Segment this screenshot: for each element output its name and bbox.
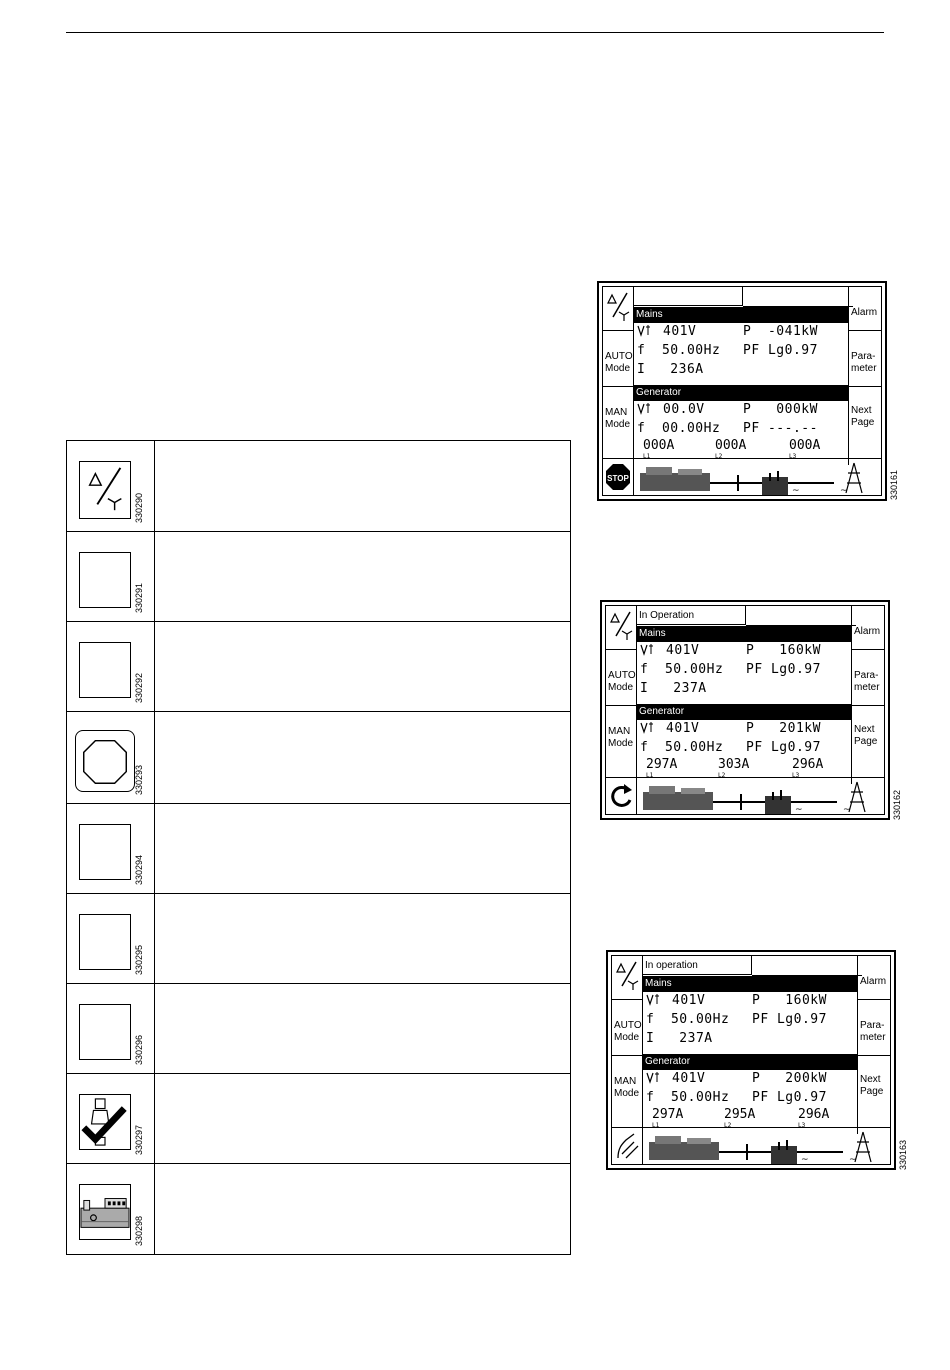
- svg-text:~: ~: [795, 805, 803, 814]
- single-line-diagram: [606, 777, 884, 814]
- mains-power-factor: PF Lg0.97: [743, 343, 818, 358]
- table-row: [67, 712, 570, 804]
- generator-power-factor: PF Lg0.97: [752, 1090, 827, 1105]
- parameter-button[interactable]: [849, 331, 881, 387]
- lcd-screen: [611, 955, 891, 1165]
- generator-frequency: f 00.00Hz: [637, 421, 721, 436]
- right-softkey-column: [857, 956, 890, 1134]
- generator-power-factor: PF Lg0.97: [746, 740, 821, 755]
- auto-mode-button[interactable]: [606, 650, 636, 706]
- symbol-code: 330295: [134, 944, 144, 975]
- operator-checkmark-icon: [79, 1094, 131, 1150]
- voltage-symbol: [640, 643, 654, 663]
- symbol-code: 330298: [134, 1215, 144, 1246]
- symbol-cell: [67, 894, 155, 983]
- phase-current: 295A: [724, 1107, 756, 1122]
- symbol-code: 330294: [134, 854, 144, 885]
- parameter-label: Para- meter: [854, 670, 880, 693]
- header-rule: [66, 32, 884, 33]
- symbol-code: 330291: [134, 582, 144, 613]
- phase-label: L3: [789, 453, 797, 460]
- mains-frequency: f 50.00Hz: [640, 662, 724, 677]
- single-line-diagram: [603, 458, 881, 495]
- lcd-display-panel: [597, 281, 887, 501]
- lcd-display-panel: [600, 600, 890, 820]
- man-mode-label: MAN Mode: [605, 407, 631, 430]
- delta-wye-icon: [603, 287, 633, 331]
- man-mode-button[interactable]: [603, 387, 633, 465]
- single-line-diagram: [612, 1127, 890, 1164]
- phase-label: L1: [646, 772, 654, 779]
- figure-code: 330162: [892, 789, 902, 820]
- figure-code: 330161: [889, 469, 899, 500]
- blank-icon: [79, 824, 131, 880]
- symbol-cell: [67, 622, 155, 711]
- alarm-button[interactable]: [858, 956, 890, 1000]
- mains-frequency: f 50.00Hz: [637, 343, 721, 358]
- symbol-code: 330292: [134, 672, 144, 703]
- parameter-button[interactable]: [852, 650, 884, 706]
- symbol-code: 330293: [134, 764, 144, 795]
- table-row: [67, 441, 570, 532]
- table-row: [67, 894, 570, 984]
- svg-text:~: ~: [840, 486, 848, 495]
- auto-mode-label: AUTO Mode: [614, 1020, 642, 1043]
- man-mode-label: MAN Mode: [614, 1076, 640, 1099]
- status-title: [633, 287, 743, 306]
- alarm-button[interactable]: [849, 287, 881, 331]
- parameter-label: Para- meter: [860, 1020, 886, 1043]
- power-flow-diagram: [637, 778, 884, 814]
- mains-header: Mains: [642, 976, 858, 992]
- man-mode-label: MAN Mode: [608, 726, 634, 749]
- next-page-button[interactable]: [858, 1056, 890, 1134]
- stop-octagon-icon: [75, 730, 135, 792]
- left-softkey-column: [612, 956, 643, 1134]
- blank-icon: [79, 552, 131, 608]
- status-title-right: [743, 287, 853, 307]
- symbol-cell: [67, 804, 155, 893]
- generator-power: P 201kW: [746, 721, 821, 736]
- blank-icon: [79, 914, 131, 970]
- next-page-button[interactable]: [852, 706, 884, 784]
- table-row: [67, 622, 570, 712]
- blank-icon: [79, 642, 131, 698]
- symbol-code: 330297: [134, 1124, 144, 1155]
- table-row: [67, 984, 570, 1074]
- parameter-label: Para- meter: [851, 351, 877, 374]
- left-softkey-column: [603, 287, 634, 465]
- auto-mode-label: AUTO Mode: [608, 670, 636, 693]
- mains-voltage: 401V: [672, 993, 706, 1008]
- figure-code: 330163: [898, 1139, 908, 1170]
- generator-voltage: 401V: [672, 1071, 706, 1086]
- phase-label: L3: [798, 1122, 806, 1129]
- svg-text:STOP: STOP: [607, 474, 629, 483]
- generator-power: P 200kW: [752, 1071, 827, 1086]
- mains-frequency: f 50.00Hz: [646, 1012, 730, 1027]
- generator-voltage: 401V: [666, 721, 700, 736]
- generator-power: P 000kW: [743, 402, 818, 417]
- next-page-label: Next Page: [854, 724, 878, 747]
- phase-current: 000A: [715, 438, 747, 453]
- svg-text:~: ~: [801, 1155, 809, 1164]
- cycle-arrow-icon: [606, 778, 637, 814]
- next-page-label: Next Page: [851, 405, 875, 428]
- table-row: [67, 1164, 570, 1254]
- stop-icon: [603, 459, 634, 495]
- symbol-cell: [67, 984, 155, 1073]
- lcd-display-panel: [606, 950, 896, 1170]
- phase-current: 303A: [718, 757, 750, 772]
- auto-mode-button[interactable]: [612, 1000, 642, 1056]
- mains-voltage: 401V: [666, 643, 700, 658]
- generator-frequency: f 50.00Hz: [646, 1090, 730, 1105]
- delta-wye-icon: [79, 461, 131, 519]
- table-row: [67, 804, 570, 894]
- mains-current: I 237A: [646, 1031, 713, 1046]
- mains-header: Mains: [636, 626, 852, 642]
- phase-current: 296A: [792, 757, 824, 772]
- generator-header: Generator: [633, 385, 849, 401]
- hand-icon: [612, 1128, 643, 1164]
- symbol-cell: [67, 532, 155, 621]
- auto-mode-button[interactable]: [603, 331, 633, 387]
- man-mode-button[interactable]: [612, 1056, 642, 1134]
- status-title: In operation: [642, 956, 752, 975]
- delta-wye-icon: [612, 956, 642, 1000]
- svg-text:~: ~: [849, 1155, 857, 1164]
- right-softkey-column: [851, 606, 884, 784]
- alarm-button[interactable]: [852, 606, 884, 650]
- phase-current: 000A: [789, 438, 821, 453]
- next-page-label: Next Page: [860, 1074, 884, 1097]
- phase-label: L2: [724, 1122, 732, 1129]
- mains-header: Mains: [633, 307, 849, 323]
- phase-current: 297A: [652, 1107, 684, 1122]
- mains-power: P -041kW: [743, 324, 818, 339]
- right-softkey-column: [848, 287, 881, 465]
- svg-text:~: ~: [843, 805, 851, 814]
- mains-power-factor: PF Lg0.97: [752, 1012, 827, 1027]
- power-flow-diagram: [634, 459, 881, 495]
- mains-power: P 160kW: [746, 643, 821, 658]
- next-page-button[interactable]: [849, 387, 881, 465]
- symbol-code: 330290: [134, 492, 144, 523]
- phase-current: 296A: [798, 1107, 830, 1122]
- phase-label: L2: [715, 453, 723, 460]
- generator-header: Generator: [642, 1054, 858, 1070]
- phase-label: L1: [652, 1122, 660, 1129]
- alarm-label: Alarm: [854, 626, 881, 637]
- mains-current: I 236A: [637, 362, 704, 377]
- symbol-cell: [67, 1074, 155, 1163]
- table-row: [67, 532, 570, 622]
- status-title: In Operation: [636, 606, 746, 625]
- voltage-symbol: [637, 324, 651, 344]
- symbol-cell: [67, 441, 155, 531]
- auto-mode-label: AUTO Mode: [605, 351, 633, 374]
- table-row: [67, 1074, 570, 1164]
- mains-power: P 160kW: [752, 993, 827, 1008]
- phase-label: L1: [643, 453, 651, 460]
- blank-icon: [79, 1004, 131, 1060]
- power-flow-diagram: [643, 1128, 890, 1164]
- voltage-symbol: [646, 1071, 660, 1090]
- symbol-cell: [67, 1164, 155, 1254]
- mains-voltage: 401V: [663, 324, 697, 339]
- lcd-screen: [602, 286, 882, 496]
- generator-set-icon: [79, 1184, 131, 1240]
- status-title-right: [746, 606, 856, 626]
- phase-label: L3: [792, 772, 800, 779]
- generator-voltage: 00.0V: [663, 402, 705, 417]
- parameter-button[interactable]: [858, 1000, 890, 1056]
- generator-frequency: f 50.00Hz: [640, 740, 724, 755]
- left-softkey-column: [606, 606, 637, 784]
- mains-current: I 237A: [640, 681, 707, 696]
- status-title-right: [752, 956, 862, 976]
- lcd-screen: [605, 605, 885, 815]
- generator-power-factor: PF ---.--: [743, 421, 818, 436]
- symbol-code: 330296: [134, 1034, 144, 1065]
- alarm-label: Alarm: [860, 976, 887, 987]
- delta-wye-icon: [606, 606, 636, 650]
- phase-current: 000A: [643, 438, 675, 453]
- symbol-cell: [67, 712, 155, 803]
- voltage-symbol: [646, 993, 660, 1013]
- man-mode-button[interactable]: [606, 706, 636, 784]
- phase-label: L2: [718, 772, 726, 779]
- voltage-symbol: [637, 402, 651, 421]
- generator-header: Generator: [636, 704, 852, 720]
- mains-power-factor: PF Lg0.97: [746, 662, 821, 677]
- voltage-symbol: [640, 721, 654, 740]
- phase-current: 297A: [646, 757, 678, 772]
- symbol-table: [66, 440, 571, 1255]
- alarm-label: Alarm: [851, 307, 878, 318]
- svg-text:~: ~: [792, 486, 800, 495]
